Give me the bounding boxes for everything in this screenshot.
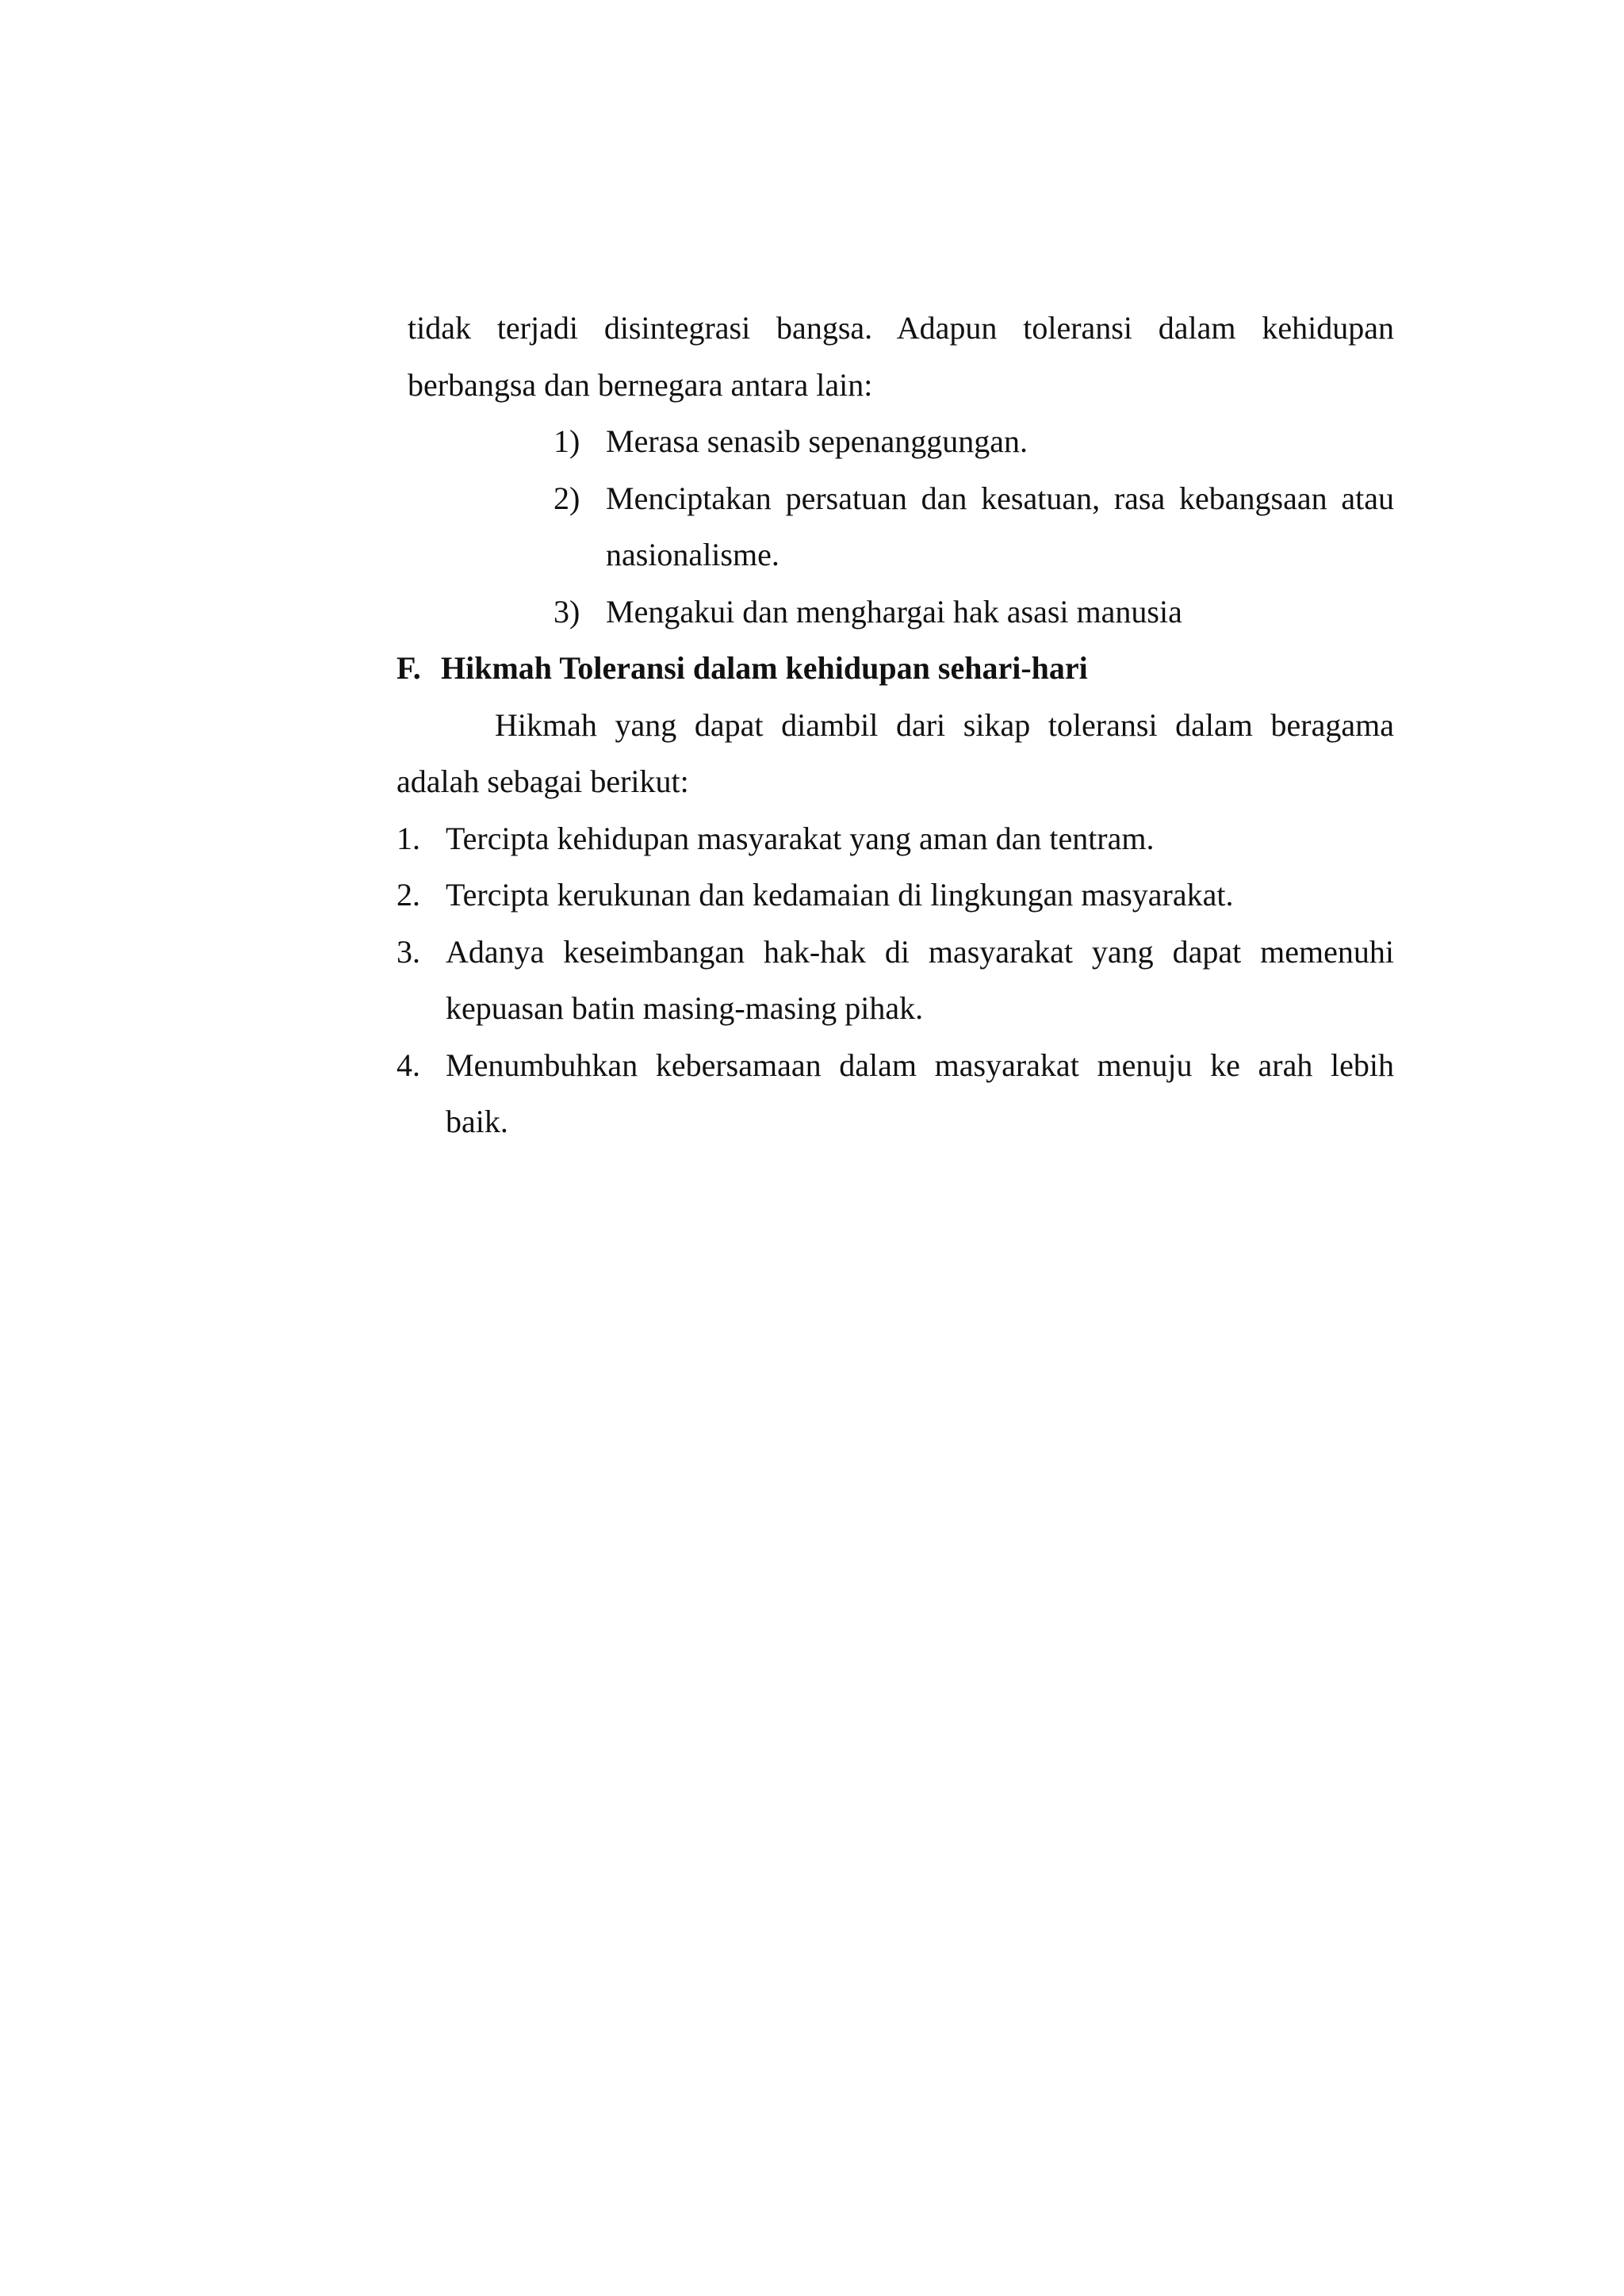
list-item-text: Adanya keseimbangan hak-hak di masyarakat yang dapat memenuhi kepuasan batin masing-masing pihak. (446, 933, 1394, 1026)
section-letter: F. (396, 650, 421, 686)
list-item-number: 1. (396, 820, 420, 856)
list-item-text: Tercipta kehidupan masyarakat yang aman dan tentram. (446, 820, 1155, 856)
list-item-number: 2) (553, 480, 580, 516)
page-content (396, 300, 1394, 1150)
list-item-number: 3) (553, 593, 580, 629)
list-item-number: 4. (396, 1047, 420, 1083)
list-item-text: Menciptakan persatuan dan kesatuan, rasa kebangsaan atau nasionalisme. (606, 480, 1394, 572)
list-item (396, 867, 1394, 924)
list-item (553, 584, 1394, 641)
section-heading (396, 640, 1394, 697)
list-item-number: 1) (553, 423, 580, 459)
list-item (396, 1037, 1394, 1150)
intro-paragraph: tidak terjadi disintegrasi bangsa. Adapun toleransi dalam kehidupan berbangsa dan bernegara antara lain: (408, 310, 1394, 403)
list-item-text: Mengakui dan menghargai hak asasi manusia (606, 593, 1182, 629)
list-item (553, 470, 1394, 584)
list-item-text: Merasa senasib sepenanggungan. (606, 423, 1028, 459)
section-paragraph: Hikmah yang dapat diambil dari sikap toleransi dalam beragama adalah sebagai berikut: (396, 706, 1394, 799)
list-item (396, 924, 1394, 1037)
section-title: Hikmah Toleransi dalam kehidupan sehari-hari (441, 650, 1088, 686)
list-item (396, 810, 1394, 867)
tolerance-list (396, 413, 1394, 640)
list-item-text: Menumbuhkan kebersamaan dalam masyarakat menuju ke arah lebih baik. (446, 1047, 1394, 1139)
hikmah-list (396, 810, 1394, 1150)
list-item-number: 2. (396, 877, 420, 913)
list-item-text: Tercipta kerukunan dan kedamaian di lingkungan masyarakat. (446, 877, 1234, 913)
list-item (553, 413, 1394, 470)
list-item-number: 3. (396, 933, 420, 970)
